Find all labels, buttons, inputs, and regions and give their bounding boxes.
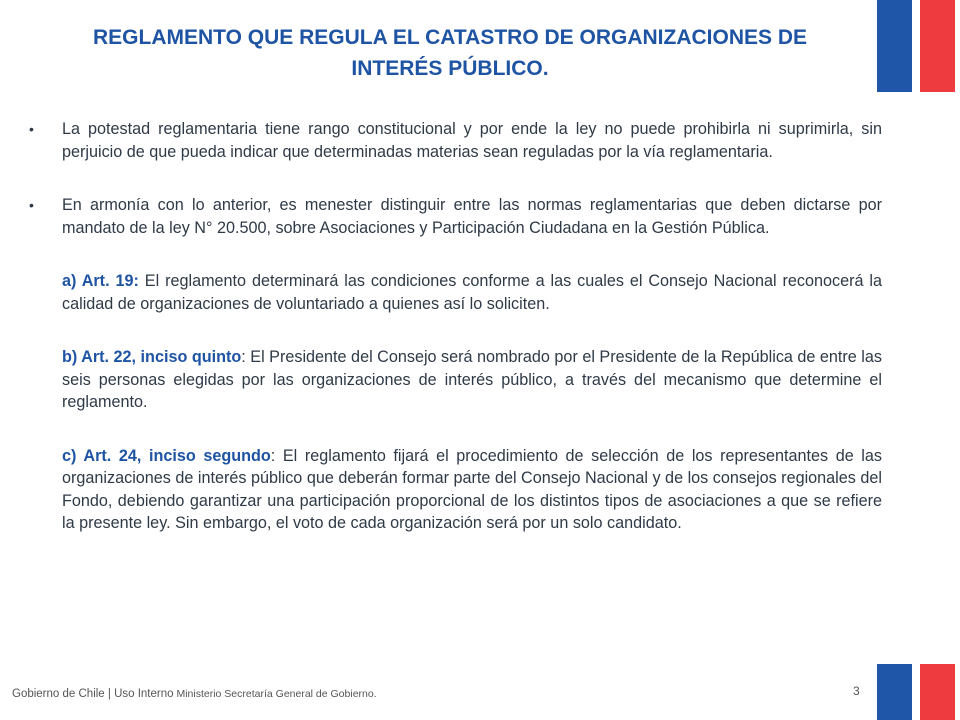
article-item-a: [22, 270, 882, 315]
article-item-c: [22, 445, 882, 535]
footer-main: Gobierno de Chile | Uso Interno: [12, 688, 174, 700]
article-text: : El Presidente del Consejo será nombrado por el Presidente de la República de entre las seis personas elegidas por las organizaciones de interés público, a través del mecanismo que determine el reglamento.: [62, 348, 883, 411]
footer-ministry: Ministerio Secretaría General de Gobierno.: [173, 688, 377, 700]
bullet-dot-icon: •: [29, 197, 34, 213]
flag-stripes-bottom: [877, 664, 955, 720]
flag-red-stripe: [920, 0, 955, 92]
slide-body: [22, 118, 882, 566]
flag-red-stripe: [920, 664, 955, 720]
slide-title: REGLAMENTO QUE REGULA EL CATASTRO DE ORGANIZACIONES DE INTERÉS PÚBLICO.: [92, 26, 808, 80]
bullet-dot-icon: •: [29, 121, 34, 137]
article-item-b: [22, 346, 882, 414]
article-lead: a) Art. 19:: [62, 272, 139, 290]
bullet-item: [22, 194, 882, 239]
bullet-item: [22, 118, 882, 163]
article-lead: c) Art. 24, inciso segundo: [62, 446, 271, 465]
page-number: 3: [853, 684, 860, 698]
footer-text: [12, 688, 377, 700]
flag-blue-stripe: [877, 0, 912, 92]
flag-stripes-top: [877, 0, 955, 92]
bullet-text: En armonía con lo anterior, es menester distinguir entre las normas reglamentarias que deben dictarse por mandato de la ley N° 20.500, sobre Asociaciones y Participación Ciudadana en la Gestión Pública.: [62, 196, 882, 237]
flag-white-stripe: [912, 664, 920, 720]
article-text: : El reglamento fijará el procedimiento de selección de los representantes de las organizaciones de interés público que deberán formar parte del Consejo Nacional y de los consejos regionales del Fondo, debiendo garantizar una participación proporcional de los distintos tipos de asociaciones a que se refiere la presente ley. Sin embargo, el voto de cada organización será por un solo candidato.: [62, 446, 882, 532]
article-lead: b) Art. 22, inciso quinto: [62, 348, 242, 366]
article-text: El reglamento determinará las condiciones conforme a las cuales el Consejo Nacional reconocerá la calidad de organizaciones de voluntariado a quienes así lo soliciten.: [62, 272, 882, 313]
bullet-text: La potestad reglamentaria tiene rango constitucional y por ende la ley no puede prohibirla ni suprimirla, sin perjuicio de que pueda indicar que determinadas materias sean reguladas por la vía reglamentaria.: [62, 120, 882, 161]
flag-white-stripe: [912, 0, 920, 92]
flag-blue-stripe: [877, 664, 912, 720]
